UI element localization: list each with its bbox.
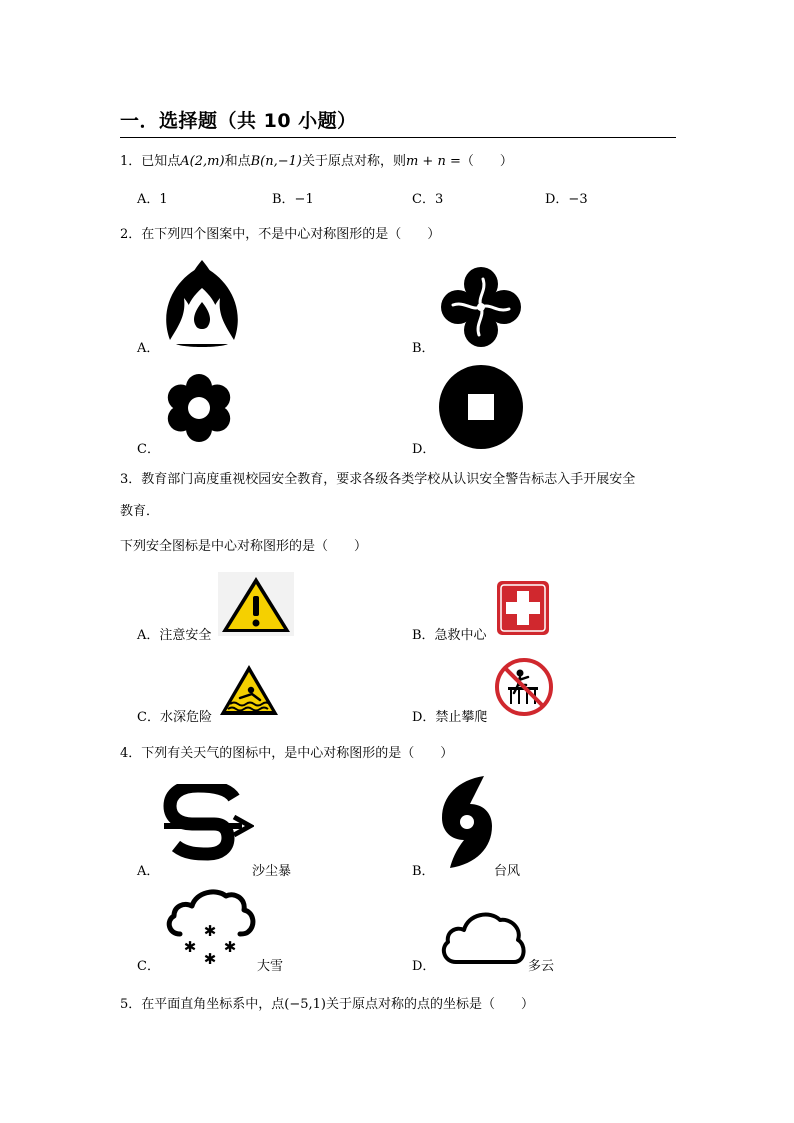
svg-text:✱: ✱ (223, 938, 237, 956)
no-climbing-icon (495, 658, 553, 716)
q1-paren: （ ） (460, 154, 513, 169)
q1-text-mid: 和点 (224, 154, 251, 169)
q3-option-a[interactable]: A．注意安全 (137, 628, 212, 643)
section-heading: 一．选择题（共 10 小题） (120, 110, 357, 132)
q4-option-d-name: 多云 (528, 959, 555, 974)
svg-text:✱: ✱ (203, 922, 217, 940)
q3-option-c[interactable]: C．水深危险 (137, 710, 212, 725)
q4-option-a-name: 沙尘暴 (252, 864, 292, 879)
deep-water-warning-icon (218, 662, 280, 718)
q4-option-b[interactable]: B． (412, 864, 435, 879)
q4-option-a[interactable]: A． (137, 864, 160, 879)
q1-text-pre: 已知点 (141, 154, 181, 169)
heading-rule (120, 137, 676, 138)
pinwheel-clover-icon (438, 264, 524, 350)
question-3-line-3: 下列安全图标是中心对称图形的是（ ） (120, 539, 368, 554)
q1-text-post: 关于原点对称，则 (301, 154, 406, 169)
q2-option-c[interactable]: C． (137, 442, 160, 457)
svg-text:✱: ✱ (203, 950, 217, 968)
q4-option-d[interactable]: D． (412, 959, 436, 974)
q5-text-pre: 5．在平面直角坐标系中，点 (120, 997, 285, 1012)
ancient-coin-icon (438, 364, 524, 450)
q4-option-b-name: 台风 (494, 864, 521, 879)
warning-sign-icon (218, 572, 294, 636)
typhoon-icon (438, 774, 496, 870)
q5-point: (−5,1) (284, 997, 326, 1012)
q2-option-b[interactable]: B． (412, 341, 435, 356)
q1-option-a[interactable]: A．1 (137, 192, 168, 207)
q5-text-post: 关于原点对称的点的坐标是（ ） (326, 997, 535, 1012)
heavy-snow-icon (164, 886, 258, 970)
cloudy-icon (438, 906, 528, 968)
sandstorm-icon (162, 784, 254, 870)
question-2: 2．在下列四个图案中，不是中心对称图形的是（ ） (120, 227, 441, 242)
question-5 (120, 993, 534, 1012)
q1-option-c[interactable]: C．3 (412, 192, 444, 207)
q2-option-d[interactable]: D． (412, 442, 436, 457)
svg-text:✱: ✱ (183, 938, 197, 956)
q3-option-b[interactable]: B．急救中心 (412, 628, 487, 643)
flower-icon (163, 372, 235, 444)
q1-expression: m + n = (405, 154, 461, 169)
flame-drop-icon (160, 258, 244, 348)
question-4: 4．下列有关天气的图标中，是中心对称图形的是（ ） (120, 746, 454, 761)
q1-number: 1． (120, 154, 142, 169)
q1-option-b[interactable]: B．−1 (272, 192, 314, 207)
q3-option-d[interactable]: D．禁止攀爬 (412, 710, 488, 725)
first-aid-cross-icon (496, 580, 550, 636)
question-3-line-1: 3．教育部门高度重视校园安全教育，要求各级各类学校从认识安全警告标志入手开展安全 (120, 472, 636, 487)
q1-option-d[interactable]: D．−3 (545, 192, 588, 207)
q1-point-b: B(n,−1) (250, 154, 302, 169)
question-3-line-2: 教育． (120, 504, 160, 519)
question-1 (120, 150, 513, 169)
q2-option-a[interactable]: A． (137, 341, 160, 356)
q4-option-c[interactable]: C． (137, 959, 160, 974)
q4-option-c-name: 大雪 (257, 959, 284, 974)
q1-point-a: A(2,m) (180, 154, 225, 169)
